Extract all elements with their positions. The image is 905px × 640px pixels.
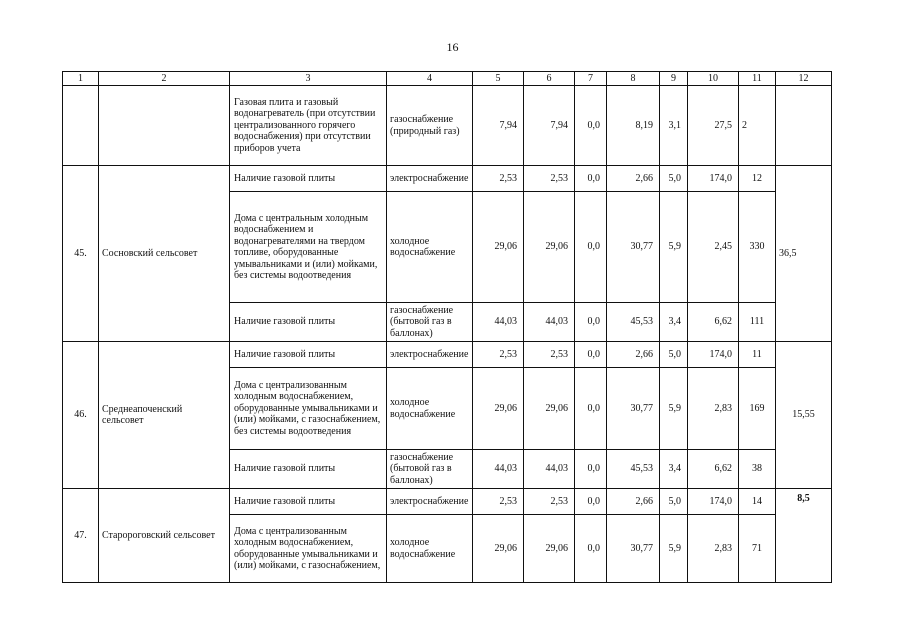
- value-col5: 2,53: [473, 489, 524, 515]
- value-col11: 71: [739, 515, 776, 583]
- col-header-9: 9: [660, 72, 688, 86]
- value-col6: 2,53: [524, 342, 575, 368]
- value-col9: 5,9: [660, 515, 688, 583]
- service-type: газоснабжение (бытовой газ в баллонах): [387, 450, 473, 489]
- col-header-8: 8: [607, 72, 660, 86]
- value-col11: 11: [739, 342, 776, 368]
- value-col5: 7,94: [473, 86, 524, 166]
- row-number: 47.: [63, 489, 99, 583]
- group-total: 36,5: [776, 166, 832, 342]
- value-col12: [776, 86, 832, 166]
- housing-description: Дома с централизованным холодным водоснабжением, оборудованные умывальниками и (или) мойками, с газоснабжением,: [230, 515, 387, 583]
- service-type: электроснабжение: [387, 489, 473, 515]
- settlement-name: Среднеапоченский сельсовет: [99, 342, 230, 489]
- service-type: электроснабжение: [387, 166, 473, 192]
- value-col9: 5,0: [660, 489, 688, 515]
- value-col11: 330: [739, 192, 776, 303]
- housing-description: Наличие газовой плиты: [230, 303, 387, 342]
- col-header-4: 4: [387, 72, 473, 86]
- value-col8: 30,77: [607, 192, 660, 303]
- housing-description: Наличие газовой плиты: [230, 450, 387, 489]
- col-header-5: 5: [473, 72, 524, 86]
- housing-description: Наличие газовой плиты: [230, 166, 387, 192]
- value-col8: 30,77: [607, 515, 660, 583]
- col-header-1: 1: [63, 72, 99, 86]
- settlement-name: Сосновский сельсовет: [99, 166, 230, 342]
- value-col8: 2,66: [607, 166, 660, 192]
- value-col8: 30,77: [607, 368, 660, 450]
- value-col7: 0,0: [575, 515, 607, 583]
- value-col8: 45,53: [607, 450, 660, 489]
- value-col10: 2,83: [688, 515, 739, 583]
- value-col9: 3,4: [660, 450, 688, 489]
- col-header-10: 10: [688, 72, 739, 86]
- value-col10: 174,0: [688, 166, 739, 192]
- value-col10: 174,0: [688, 489, 739, 515]
- value-col7: 0,0: [575, 303, 607, 342]
- value-col5: 44,03: [473, 450, 524, 489]
- value-col5: 2,53: [473, 342, 524, 368]
- group-total: 15,55: [776, 342, 832, 489]
- housing-description: Дома с центральным холодным водоснабжением и водонагревателями на твердом топливе, оборудованные умывальниками и (или) мойками, без системы водоотведения: [230, 192, 387, 303]
- service-type: холодное водоснабжение: [387, 192, 473, 303]
- value-col11: 111: [739, 303, 776, 342]
- value-col5: 29,06: [473, 515, 524, 583]
- value-col5: 2,53: [473, 166, 524, 192]
- col-header-12: 12: [776, 72, 832, 86]
- value-col6: 44,03: [524, 303, 575, 342]
- value-col5: 44,03: [473, 303, 524, 342]
- value-col6: 2,53: [524, 489, 575, 515]
- table-row: [63, 342, 832, 368]
- row-number: 46.: [63, 342, 99, 489]
- value-col7: 0,0: [575, 342, 607, 368]
- housing-description: Наличие газовой плиты: [230, 489, 387, 515]
- row-number: 45.: [63, 166, 99, 342]
- value-col5: 29,06: [473, 368, 524, 450]
- value-col11: 38: [739, 450, 776, 489]
- value-col6: 29,06: [524, 368, 575, 450]
- value-col11: 14: [739, 489, 776, 515]
- col-header-7: 7: [575, 72, 607, 86]
- value-col6: 44,03: [524, 450, 575, 489]
- value-col10: 2,83: [688, 368, 739, 450]
- value-col10: 27,5: [688, 86, 739, 166]
- value-col9: 5,9: [660, 192, 688, 303]
- housing-description: Дома с централизованным холодным водоснабжением, оборудованные умывальниками и (или) мойками, с газоснабжением, без системы водоотведения: [230, 368, 387, 450]
- service-type: газоснабжение (природный газ): [387, 86, 473, 166]
- value-col8: 8,19: [607, 86, 660, 166]
- group-total: 8,5: [776, 489, 832, 583]
- page-number: 16: [446, 40, 459, 54]
- value-col11: 169: [739, 368, 776, 450]
- value-col11: 12: [739, 166, 776, 192]
- table-row: [63, 166, 832, 192]
- value-col9: 5,9: [660, 368, 688, 450]
- service-type: газоснабжение (бытовой газ в баллонах): [387, 303, 473, 342]
- settlement-cell: [99, 86, 230, 166]
- value-col11: 2: [739, 86, 776, 166]
- value-col5: 29,06: [473, 192, 524, 303]
- value-col9: 5,0: [660, 166, 688, 192]
- table-row: [63, 86, 832, 166]
- settlement-name: Старороговский сельсовет: [99, 489, 230, 583]
- col-header-2: 2: [99, 72, 230, 86]
- housing-description: Наличие газовой плиты: [230, 342, 387, 368]
- value-col7: 0,0: [575, 166, 607, 192]
- value-col9: 3,1: [660, 86, 688, 166]
- value-col10: 174,0: [688, 342, 739, 368]
- value-col9: 3,4: [660, 303, 688, 342]
- value-col7: 0,0: [575, 368, 607, 450]
- value-col7: 0,0: [575, 192, 607, 303]
- value-col7: 0,0: [575, 489, 607, 515]
- service-type: холодное водоснабжение: [387, 368, 473, 450]
- value-col8: 45,53: [607, 303, 660, 342]
- tariff-table: [62, 71, 832, 583]
- value-col8: 2,66: [607, 489, 660, 515]
- value-col7: 0,0: [575, 86, 607, 166]
- value-col6: 29,06: [524, 192, 575, 303]
- value-col6: 7,94: [524, 86, 575, 166]
- col-header-11: 11: [739, 72, 776, 86]
- col-header-3: 3: [230, 72, 387, 86]
- housing-description: Газовая плита и газовый водонагреватель (при отсутствии централизованного горячего водоснабжения) при отсутствии приборов учета: [230, 86, 387, 166]
- row-number-cell: [63, 86, 99, 166]
- header-row: [63, 72, 832, 86]
- value-col6: 29,06: [524, 515, 575, 583]
- table-row: [63, 489, 832, 515]
- col-header-6: 6: [524, 72, 575, 86]
- value-col7: 0,0: [575, 450, 607, 489]
- value-col8: 2,66: [607, 342, 660, 368]
- value-col10: 2,45: [688, 192, 739, 303]
- value-col10: 6,62: [688, 303, 739, 342]
- service-type: холодное водоснабжение: [387, 515, 473, 583]
- value-col10: 6,62: [688, 450, 739, 489]
- value-col9: 5,0: [660, 342, 688, 368]
- service-type: электроснабжение: [387, 342, 473, 368]
- value-col6: 2,53: [524, 166, 575, 192]
